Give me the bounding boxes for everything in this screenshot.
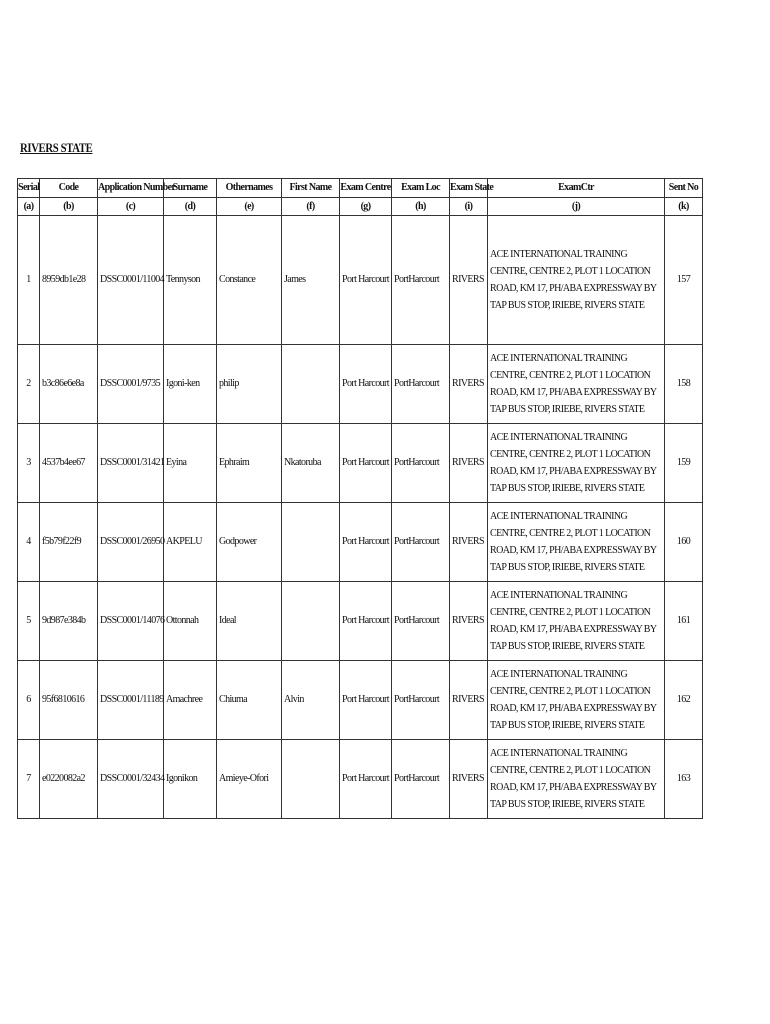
application-number-cell: DSSC0001/11189	[98, 661, 164, 740]
serial-cell: 1	[18, 216, 40, 345]
sent-no-cell: 159	[665, 424, 703, 503]
col-application-number-header: Application Number	[98, 179, 164, 198]
application-number-cell: DSSC0001/32434	[98, 740, 164, 819]
exam-loc-cell: PortHarcourt	[392, 503, 450, 582]
col-exam-centre-header: Exam Centre	[340, 179, 392, 198]
col-exam-state-header: Exam State	[450, 179, 488, 198]
application-number-cell: DSSC0001/14076	[98, 582, 164, 661]
exam-loc-cell: PortHarcourt	[392, 582, 450, 661]
exam-loc-cell: PortHarcourt	[392, 345, 450, 424]
exam-centre-cell: Port Harcourt	[340, 503, 392, 582]
examctr-cell: ACE INTERNATIONAL TRAINING CENTRE, CENTRE 2, PLOT 1 LOCATION ROAD, KM 17, PH/ABA EXPRESSWAY BY TAP BUS STOP, IRIEBE, RIVERS STATE	[488, 503, 665, 582]
col-letter: (a)	[18, 198, 40, 216]
col-exam-loc-header: Exam Loc	[392, 179, 450, 198]
othernames-cell: Ideal	[217, 582, 282, 661]
code-cell: 4537b4ee67	[40, 424, 98, 503]
surname-cell: Tennyson	[164, 216, 217, 345]
exam-state-cell: RIVERS	[450, 661, 488, 740]
exam-state-cell: RIVERS	[450, 216, 488, 345]
exam-state-cell: RIVERS	[450, 740, 488, 819]
application-number-cell: DSSC0001/9735	[98, 345, 164, 424]
col-letter: (e)	[217, 198, 282, 216]
othernames-cell: Constance	[217, 216, 282, 345]
exam-centre-cell: Port Harcourt	[340, 424, 392, 503]
col-letter: (c)	[98, 198, 164, 216]
code-cell: e0220082a2	[40, 740, 98, 819]
exam-loc-cell: PortHarcourt	[392, 424, 450, 503]
exam-state-cell: RIVERS	[450, 424, 488, 503]
col-letter: (f)	[282, 198, 340, 216]
exam-centre-cell: Port Harcourt	[340, 582, 392, 661]
application-number-cell: DSSC0001/11004	[98, 216, 164, 345]
first-name-cell: Nkatoruba	[282, 424, 340, 503]
examctr-cell: ACE INTERNATIONAL TRAINING CENTRE, CENTRE 2, PLOT 1 LOCATION ROAD, KM 17, PH/ABA EXPRESSWAY BY TAP BUS STOP, IRIEBE, RIVERS STATE	[488, 424, 665, 503]
col-first-name-header: First Name	[282, 179, 340, 198]
examctr-cell: ACE INTERNATIONAL TRAINING CENTRE, CENTRE 2, PLOT 1 LOCATION ROAD, KM 17, PH/ABA EXPRESSWAY BY TAP BUS STOP, IRIEBE, RIVERS STATE	[488, 345, 665, 424]
application-number-cell: DSSC0001/31421	[98, 424, 164, 503]
column-letter-row	[18, 198, 703, 216]
othernames-cell: philip	[217, 345, 282, 424]
table-row	[18, 424, 703, 503]
code-cell: b3c86e6e8a	[40, 345, 98, 424]
exam-loc-cell: PortHarcourt	[392, 661, 450, 740]
sent-no-cell: 161	[665, 582, 703, 661]
table-row	[18, 661, 703, 740]
code-cell: 95f6810616	[40, 661, 98, 740]
examctr-cell: ACE INTERNATIONAL TRAINING CENTRE, CENTRE 2, PLOT 1 LOCATION ROAD, KM 17, PH/ABA EXPRESSWAY BY TAP BUS STOP, IRIEBE, RIVERS STATE	[488, 582, 665, 661]
exam-centre-cell: Port Harcourt	[340, 740, 392, 819]
surname-cell: Eyina	[164, 424, 217, 503]
col-othernames-header: Othernames	[217, 179, 282, 198]
col-letter: (j)	[488, 198, 665, 216]
exam-loc-cell: PortHarcourt	[392, 740, 450, 819]
exam-loc-cell: PortHarcourt	[392, 216, 450, 345]
exam-centre-cell: Port Harcourt	[340, 661, 392, 740]
table-row	[18, 216, 703, 345]
col-sent-no-header: Sent No	[665, 179, 703, 198]
surname-cell: Amachree	[164, 661, 217, 740]
sent-no-cell: 157	[665, 216, 703, 345]
col-letter: (g)	[340, 198, 392, 216]
sent-no-cell: 163	[665, 740, 703, 819]
table-row	[18, 345, 703, 424]
col-surname-header: Surname	[164, 179, 217, 198]
examctr-cell: ACE INTERNATIONAL TRAINING CENTRE, CENTRE 2, PLOT 1 LOCATION ROAD, KM 17, PH/ABA EXPRESSWAY BY TAP BUS STOP, IRIEBE, RIVERS STATE	[488, 661, 665, 740]
first-name-cell	[282, 503, 340, 582]
application-number-cell: DSSC0001/26950	[98, 503, 164, 582]
col-examctr-header: ExamCtr	[488, 179, 665, 198]
serial-cell: 5	[18, 582, 40, 661]
othernames-cell: Amieye-Ofori	[217, 740, 282, 819]
code-cell: 9d987e384b	[40, 582, 98, 661]
col-code-header: Code	[40, 179, 98, 198]
column-header-row	[18, 179, 703, 198]
surname-cell: Igonikon	[164, 740, 217, 819]
examctr-cell: ACE INTERNATIONAL TRAINING CENTRE, CENTRE 2, PLOT 1 LOCATION ROAD, KM 17, PH/ABA EXPRESSWAY BY TAP BUS STOP, IRIEBE, RIVERS STATE	[488, 740, 665, 819]
othernames-cell: Godpower	[217, 503, 282, 582]
surname-cell: AKPELU	[164, 503, 217, 582]
col-letter: (b)	[40, 198, 98, 216]
surname-cell: Igoni-ken	[164, 345, 217, 424]
col-letter: (h)	[392, 198, 450, 216]
sent-no-cell: 160	[665, 503, 703, 582]
code-cell: f5b79f22f9	[40, 503, 98, 582]
sent-no-cell: 158	[665, 345, 703, 424]
exam-state-cell: RIVERS	[450, 503, 488, 582]
exam-state-cell: RIVERS	[450, 582, 488, 661]
first-name-cell	[282, 582, 340, 661]
othernames-cell: Ephraim	[217, 424, 282, 503]
col-letter: (d)	[164, 198, 217, 216]
col-letter: (k)	[665, 198, 703, 216]
first-name-cell	[282, 740, 340, 819]
first-name-cell: James	[282, 216, 340, 345]
exam-state-cell: RIVERS	[450, 345, 488, 424]
page-heading: RIVERS STATE	[20, 140, 93, 155]
exam-centre-cell: Port Harcourt	[340, 345, 392, 424]
table-row	[18, 582, 703, 661]
examctr-cell: ACE INTERNATIONAL TRAINING CENTRE, CENTRE 2, PLOT 1 LOCATION ROAD, KM 17, PH/ABA EXPRESSWAY BY TAP BUS STOP, IRIEBE, RIVERS STATE	[488, 216, 665, 345]
table-row	[18, 503, 703, 582]
candidate-table	[17, 178, 703, 819]
code-cell: 8959db1e28	[40, 216, 98, 345]
col-letter: (i)	[450, 198, 488, 216]
first-name-cell	[282, 345, 340, 424]
exam-centre-cell: Port Harcourt	[340, 216, 392, 345]
serial-cell: 3	[18, 424, 40, 503]
col-serial-header: Serial	[18, 179, 40, 198]
serial-cell: 6	[18, 661, 40, 740]
table-row	[18, 740, 703, 819]
serial-cell: 2	[18, 345, 40, 424]
serial-cell: 4	[18, 503, 40, 582]
first-name-cell: Alvin	[282, 661, 340, 740]
sent-no-cell: 162	[665, 661, 703, 740]
othernames-cell: Chiuma	[217, 661, 282, 740]
surname-cell: Ottonnah	[164, 582, 217, 661]
serial-cell: 7	[18, 740, 40, 819]
